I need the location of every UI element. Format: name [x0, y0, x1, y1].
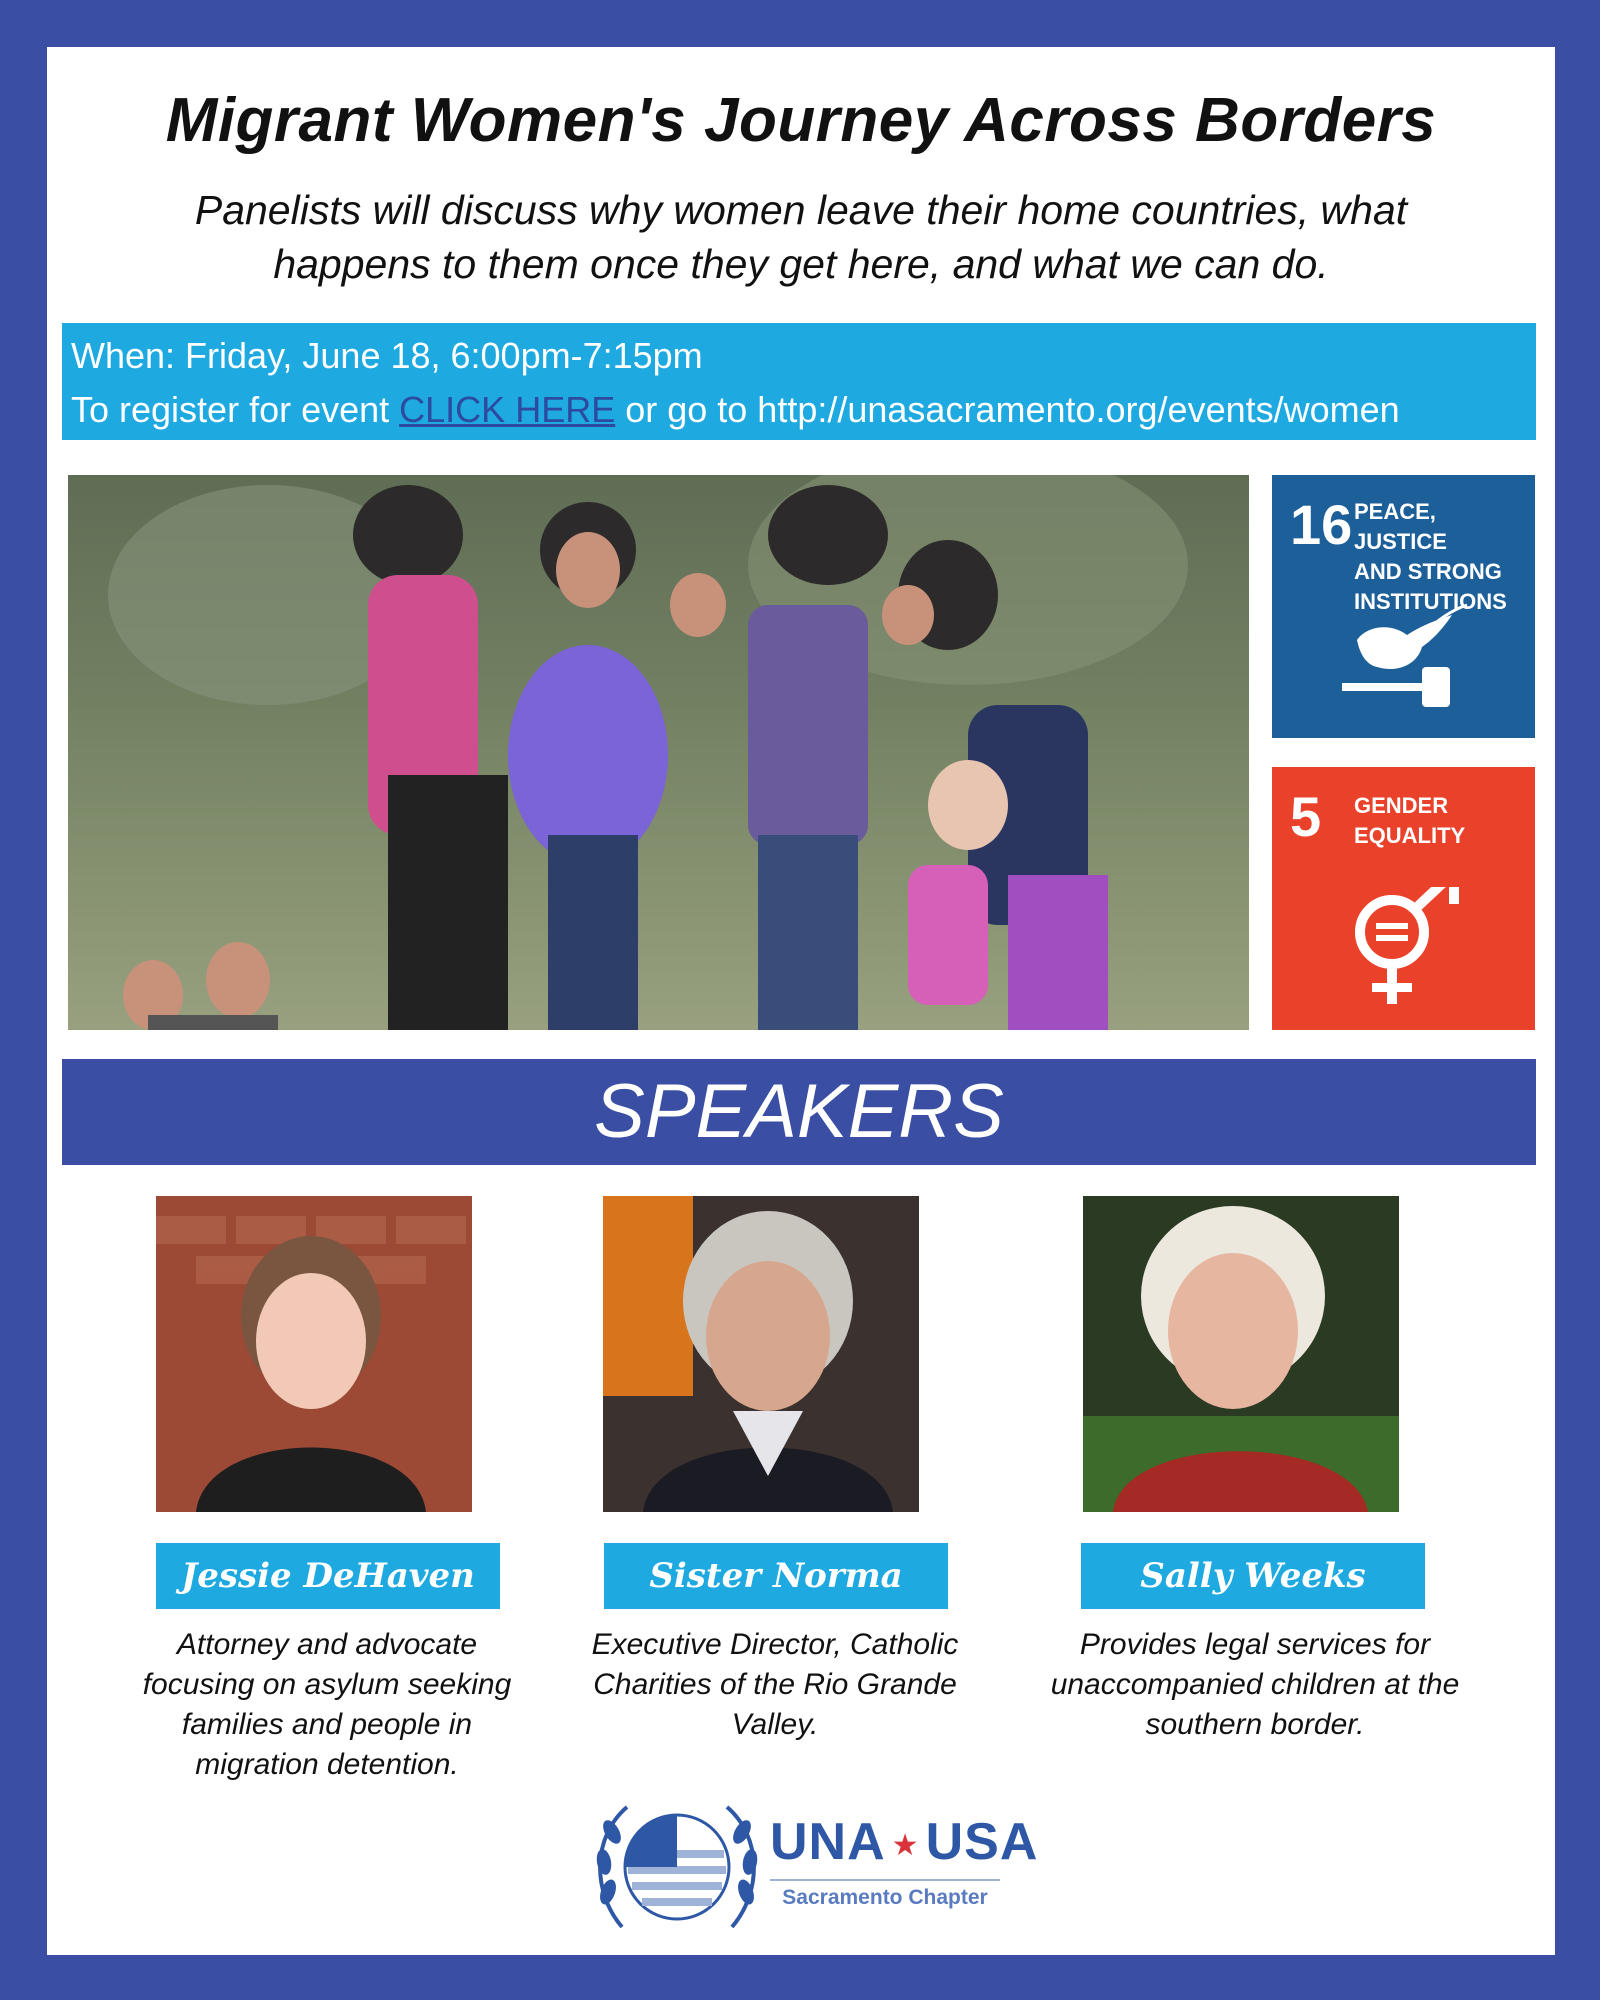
register-prefix: To register for event [71, 389, 400, 430]
gender-equality-icon [1272, 887, 1535, 1017]
speaker-name-jessie: Jessie DeHaven [156, 1543, 500, 1609]
sdg-16-label-line: PEACE, JUSTICE [1354, 499, 1447, 554]
logo-divider [770, 1879, 1000, 1881]
speaker-bio-sally: Provides legal services for unaccompanied children at the southern border. [1050, 1628, 1460, 1741]
page-subtitle: Panelists will discuss why women leave their home countries, what happens to them once they get here, and what we can do. [194, 187, 1408, 287]
page-title: Migrant Women's Journey Across Borders [165, 86, 1437, 155]
speaker-bio-jessie: Attorney and advocate focusing on asylum seeking families and people in migration detention. [142, 1628, 512, 1781]
speaker-photo-jessie [156, 1196, 472, 1512]
photo-illustration [68, 475, 1249, 1030]
sdg-16-label-line: AND STRONG [1354, 559, 1502, 584]
un-wreath-flag-icon [592, 1792, 762, 1942]
logo-wordmark [770, 1812, 1038, 1872]
speaker-name-norma: Sister Norma [604, 1543, 948, 1609]
speaker-photo-illustration [603, 1196, 919, 1512]
sdg-5-label [1354, 791, 1524, 851]
sdg-5-number: 5 [1290, 785, 1322, 848]
star-icon: ★ [891, 1828, 920, 1862]
speakers-heading: SPEAKERS [62, 1059, 1536, 1165]
register-link[interactable]: CLICK HERE [399, 389, 616, 430]
logo-una: UNA [770, 1813, 886, 1871]
speaker-photo-norma [603, 1196, 919, 1512]
sdg-5-label-line: GENDER [1354, 793, 1449, 818]
sdg-5-label-line: EQUALITY [1354, 823, 1466, 848]
speaker-name-sally: Sally Weeks [1081, 1543, 1425, 1609]
speaker-bio-norma: Executive Director, Catholic Charities of the Rio Grande Valley. [591, 1628, 959, 1741]
event-when: When: Friday, June 18, 6:00pm-7:15pm [71, 335, 703, 376]
speaker-photo-sally [1083, 1196, 1399, 1512]
event-info-bar [62, 323, 1536, 440]
flyer [47, 47, 1555, 1955]
sdg-16-label-line: INSTITUTIONS [1354, 589, 1507, 614]
sdg-5-badge [1272, 767, 1535, 1030]
speaker-photo-illustration [156, 1196, 472, 1512]
sdg-16-number: 16 [1290, 493, 1353, 556]
event-register [71, 383, 1536, 437]
speaker-photo-illustration [1083, 1196, 1399, 1512]
logo-subtitle: Sacramento Chapter [782, 1886, 988, 1909]
migrant-women-photo [68, 475, 1249, 1030]
una-usa-logo [592, 1792, 1039, 1942]
dove-gavel-icon [1272, 595, 1535, 725]
logo-usa: USA [925, 1813, 1039, 1871]
register-suffix: or go to http://unasacramento.org/events/women [615, 389, 1400, 430]
sdg-16-badge [1272, 475, 1535, 738]
